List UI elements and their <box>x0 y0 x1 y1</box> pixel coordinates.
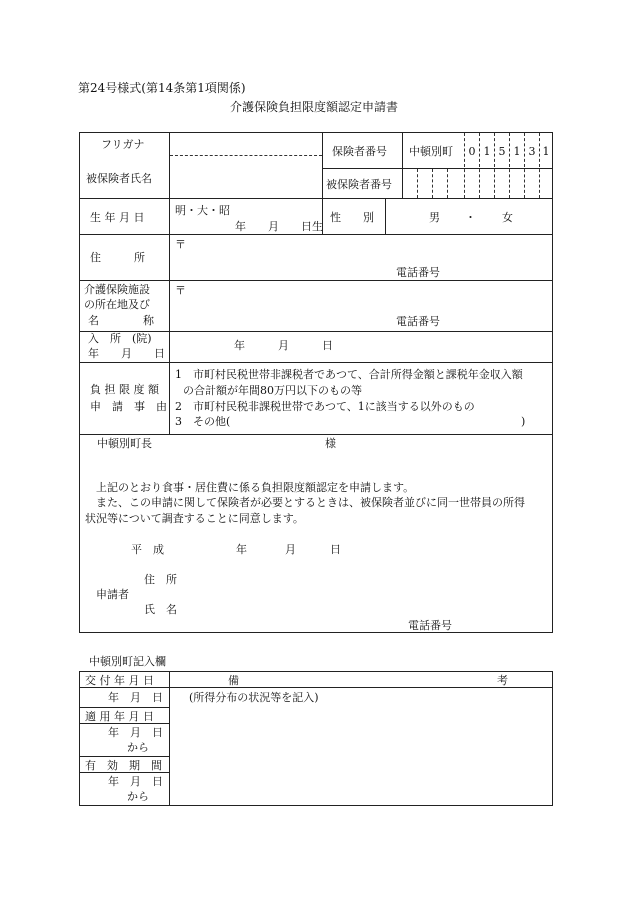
remarks-label-1: 備 <box>228 674 239 687</box>
facility-label-line1: 介護保険施設 <box>84 283 150 296</box>
birth-date-label: 生 年 月 日 <box>90 211 145 224</box>
address-phone-label: 電話番号 <box>396 266 440 279</box>
date-month: 月 <box>285 543 296 556</box>
insured-name-label: 被保険者氏名 <box>86 172 152 185</box>
applicant-phone-label: 電話番号 <box>408 619 452 632</box>
apply-date-from: から <box>127 741 149 754</box>
reason-1-line1: 1 市町村民税世帯非課税者であつて、合計所得金額と課税年金収入額 <box>175 368 523 381</box>
admission-date-value: 年 月 日 <box>234 339 333 352</box>
office-use-heading: 中頓別町記入欄 <box>89 655 166 668</box>
facility-label-line3: 名 称 <box>88 314 154 327</box>
remarks-note: (所得分布の状況等を記入) <box>189 691 319 704</box>
issue-date-value: 年 月 日 <box>108 691 163 704</box>
insurer-digit: 1 <box>542 145 550 158</box>
admission-label-line2: 年 月 日 <box>88 347 165 360</box>
applicant-label: 申請者 <box>96 588 129 601</box>
issue-date-label: 交 付 年 月 日 <box>85 674 154 687</box>
insurer-number-label: 保険者番号 <box>332 145 387 158</box>
sex-option-male: 男 <box>429 211 440 224</box>
reason-1-line2: の合計額が年間80万円以下のもの等 <box>183 384 362 397</box>
address-label: 住 所 <box>90 251 145 264</box>
form-number: 第24号様式(第14条第1項関係) <box>78 81 246 95</box>
date-day: 日 <box>330 543 341 556</box>
valid-period-from: から <box>127 790 149 803</box>
birth-date-value: 年 月 日生 <box>235 220 323 233</box>
sex-option-female: 女 <box>502 211 513 224</box>
addressee: 中頓別町長 <box>97 437 152 450</box>
facility-phone-label: 電話番号 <box>396 315 440 328</box>
insurer-digit: 0 <box>468 145 476 158</box>
addressee-honorific: 様 <box>325 437 336 450</box>
remarks-label-2: 考 <box>497 674 508 687</box>
valid-period-value: 年 月 日 <box>108 775 163 788</box>
insured-number-label: 被保険者番号 <box>326 178 392 191</box>
apply-date-value: 年 月 日 <box>108 726 163 739</box>
declaration-paragraph-2a: また、この申請に関して保険者が必要とするときは、被保険者並びに同一世帯員の所得 <box>96 496 525 509</box>
declaration-paragraph-1: 上記のとおり食事・居住費に係る負担限度額認定を申請します。 <box>96 481 415 494</box>
furigana-label: フリガナ <box>101 138 145 151</box>
applicant-name-label: 氏 名 <box>144 603 177 616</box>
facility-postal-mark: 〒 <box>175 284 186 297</box>
valid-period-label: 有 効 期 間 <box>85 759 162 772</box>
insurer-digit: 1 <box>513 145 521 158</box>
applicant-address-label: 住 所 <box>144 573 177 586</box>
postal-mark: 〒 <box>175 238 186 251</box>
insurer-digit: 5 <box>498 145 506 158</box>
insurer-digit: 3 <box>528 145 536 158</box>
form-title: 介護保険負担限度額認定申請書 <box>230 100 399 114</box>
date-era: 平 成 <box>131 543 164 556</box>
declaration-paragraph-2b: 状況等について調査することに同意します。 <box>85 512 304 525</box>
reason-2: 2 市町村民税非課税世帯であつて、1に該当する以外のもの <box>175 400 475 413</box>
insurer-digit: 1 <box>483 145 491 158</box>
limit-reason-label-line2: 申 請 事 由 <box>90 400 167 413</box>
limit-reason-label-line1: 負 担 限 度 額 <box>90 383 159 396</box>
facility-label-line2: の所在地及び <box>84 298 150 311</box>
reason-3-close: ) <box>521 415 526 428</box>
sex-label: 性 別 <box>330 211 374 224</box>
era-options: 明・大・昭 <box>175 204 230 217</box>
apply-date-label: 適 用 年 月 日 <box>85 710 154 723</box>
reason-3: 3 その他( <box>175 415 231 428</box>
admission-label-line1: 入 所 (院) <box>88 332 152 345</box>
date-year: 年 <box>236 543 247 556</box>
sex-separator: ・ <box>465 211 476 224</box>
town-name: 中頓別町 <box>409 145 453 158</box>
